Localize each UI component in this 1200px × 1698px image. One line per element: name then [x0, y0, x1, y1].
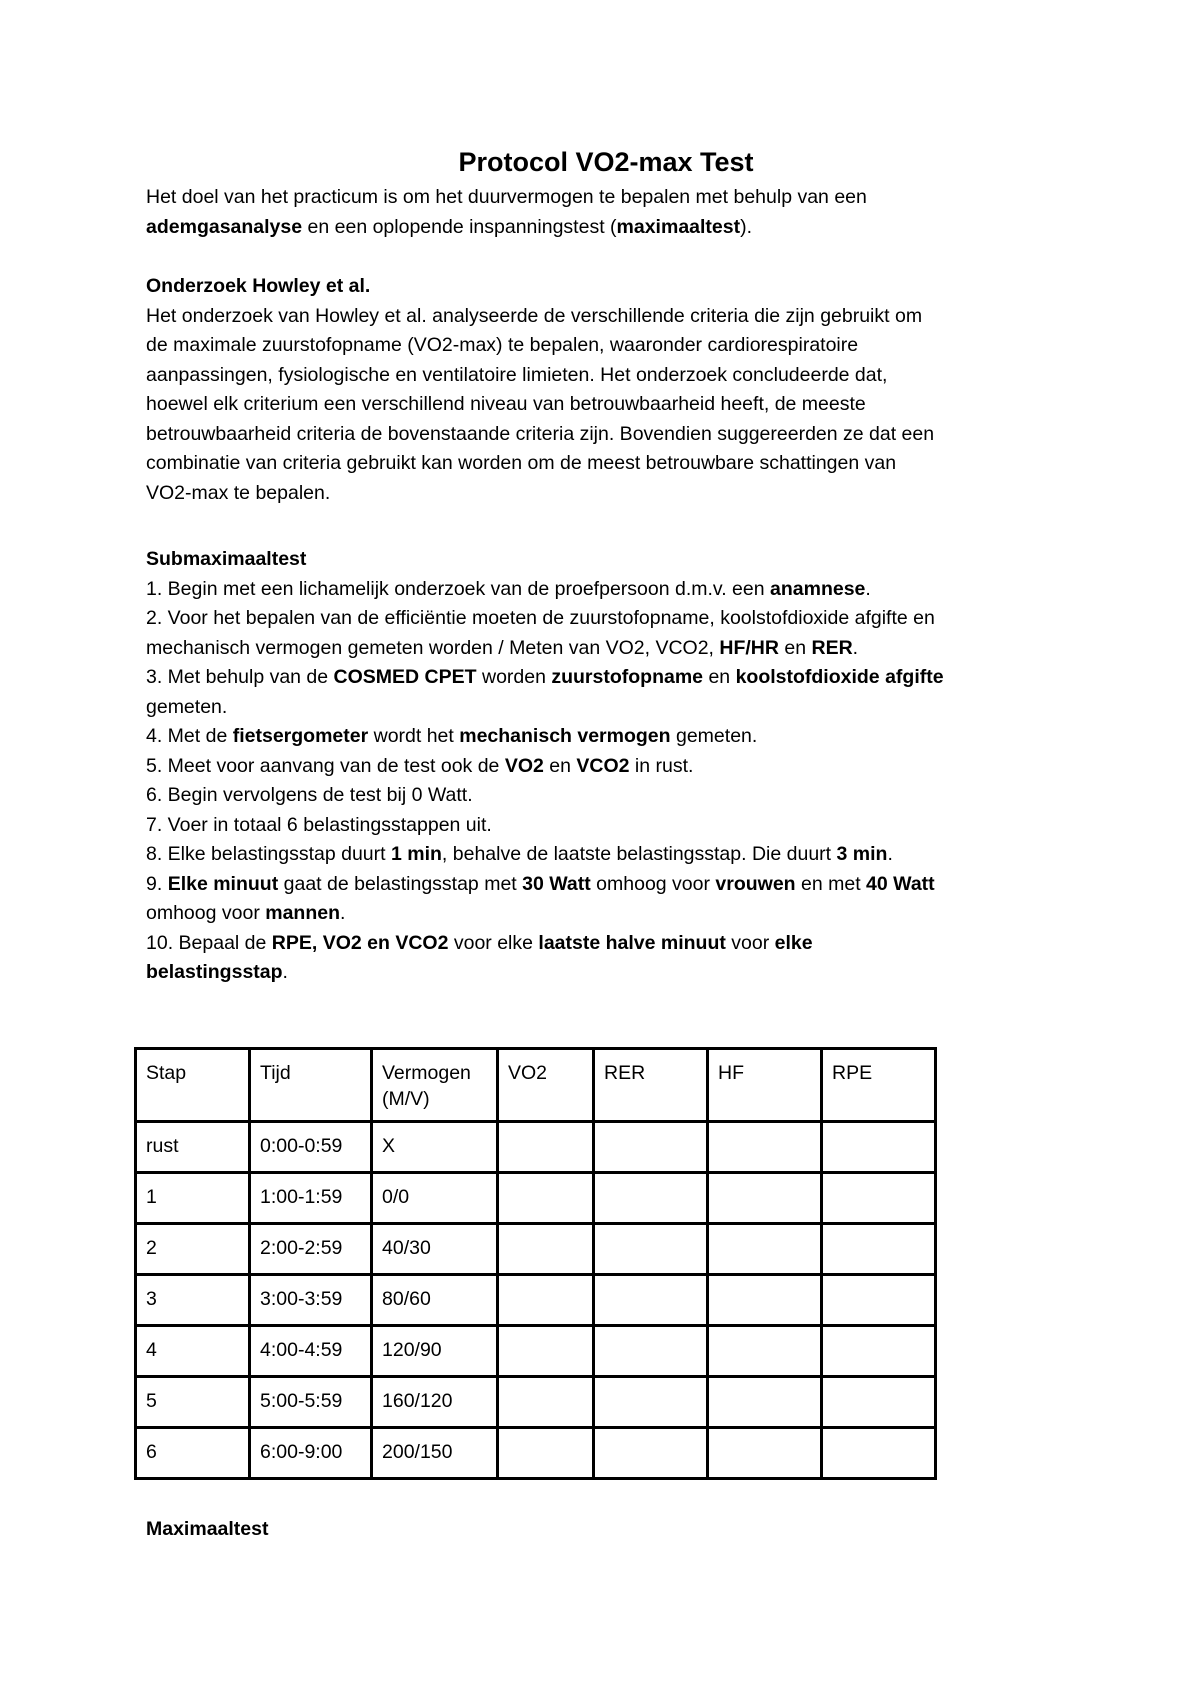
table-cell — [594, 1173, 708, 1224]
step-10-cont: belastingsstap. — [146, 961, 288, 983]
table-header-cell: Stap — [136, 1049, 250, 1122]
table-row — [136, 1224, 936, 1275]
protocol-table — [134, 1047, 937, 1480]
step-5: 5. Meet voor aanvang van de test ook de VO2 en VCO2 in rust. — [146, 754, 694, 777]
table-cell: 6 — [136, 1428, 250, 1479]
howley-line: de maximale zuurstofopname (VO2-max) te bepalen, waaronder cardiorespiratoire — [146, 334, 859, 356]
table-cell — [822, 1428, 936, 1479]
table-cell — [708, 1173, 822, 1224]
table-header-cell: Tijd — [250, 1049, 372, 1122]
table-cell — [594, 1224, 708, 1275]
table-cell: 4 — [136, 1326, 250, 1377]
table-row — [136, 1377, 936, 1428]
table-cell — [594, 1377, 708, 1428]
howley-line: combinatie van criteria gebruikt kan worden om de meest betrouwbare schattingen van — [146, 452, 897, 474]
table-cell — [498, 1173, 594, 1224]
table-cell — [594, 1122, 708, 1173]
submax-section — [146, 545, 1076, 988]
table-cell: 2:00-2:59 — [250, 1224, 372, 1275]
table-cell — [822, 1173, 936, 1224]
table-cell: 3 — [136, 1275, 250, 1326]
step-9: 9. Elke minuut gaat de belastingsstap met 30 Watt omhoog voor vrouwen en met 40 Watt — [146, 872, 935, 895]
table-cell — [822, 1326, 936, 1377]
step-7: 7. Voer in totaal 6 belastingsstappen uit. — [146, 813, 492, 836]
step-3: 3. Met behulp van de COSMED CPET worden zuurstofopname en koolstofdioxide afgifte — [146, 666, 944, 688]
step-2: 2. Voor het bepalen van de efficiëntie moeten de zuurstofopname, koolstofdioxide afgifte en — [146, 607, 935, 629]
table-cell — [822, 1377, 936, 1428]
table-cell — [594, 1275, 708, 1326]
table-cell — [708, 1275, 822, 1326]
table-cell — [594, 1428, 708, 1479]
table-header-row — [136, 1049, 936, 1122]
table-cell — [498, 1428, 594, 1479]
submax-heading: Submaximaaltest — [146, 548, 307, 570]
intro-paragraph — [146, 183, 1076, 242]
step-9-cont: omhoog voor mannen. — [146, 902, 346, 924]
table-cell — [708, 1122, 822, 1173]
intro-text: en een oplopende inspanningstest ( — [302, 215, 617, 238]
table-cell — [708, 1377, 822, 1428]
step-6: 6. Begin vervolgens de test bij 0 Watt. — [146, 784, 473, 806]
table-cell: 6:00-9:00 — [250, 1428, 372, 1479]
table-cell: 40/30 — [372, 1224, 498, 1275]
table-cell: 200/150 — [372, 1428, 498, 1479]
table-cell — [498, 1275, 594, 1326]
table-cell: 0:00-0:59 — [250, 1122, 372, 1173]
table-row — [136, 1326, 936, 1377]
table-cell — [498, 1377, 594, 1428]
table-header-cell: VO2 — [498, 1049, 594, 1122]
intro-text: Het doel van het practicum is om het duurvermogen te bepalen met behulp van een — [146, 186, 867, 208]
table-row — [136, 1173, 936, 1224]
table-cell — [498, 1224, 594, 1275]
step-1: 1. Begin met een lichamelijk onderzoek van de proefpersoon d.m.v. een anamnese. — [146, 577, 871, 600]
maximaal-section — [146, 1515, 1076, 1545]
table-cell — [708, 1326, 822, 1377]
table-cell — [594, 1326, 708, 1377]
table-header-cell: RPE — [822, 1049, 936, 1122]
table-cell: 5:00-5:59 — [250, 1377, 372, 1428]
page-title: Protocol VO2-max Test — [458, 147, 754, 177]
table-cell: 120/90 — [372, 1326, 498, 1377]
table-cell: 3:00-3:59 — [250, 1275, 372, 1326]
howley-section — [146, 272, 1076, 508]
table-cell — [822, 1122, 936, 1173]
table-cell — [708, 1428, 822, 1479]
maximaal-heading: Maximaaltest — [146, 1518, 269, 1540]
table-cell: 5 — [136, 1377, 250, 1428]
table-cell: 0/0 — [372, 1173, 498, 1224]
howley-line: betrouwbaarheid criteria de bovenstaande criteria zijn. Bovendien suggereerden ze dat een — [146, 422, 935, 445]
table-header-cell: HF — [708, 1049, 822, 1122]
table-cell: 2 — [136, 1224, 250, 1275]
howley-line: VO2-max te bepalen. — [146, 481, 331, 504]
table-row — [136, 1122, 936, 1173]
table-row — [136, 1275, 936, 1326]
table-row — [136, 1428, 936, 1479]
step-2-cont: mechanisch vermogen gemeten worden / Meten van VO2, VCO2, HF/HR en RER. — [146, 636, 859, 659]
table-cell — [498, 1326, 594, 1377]
step-10: 10. Bepaal de RPE, VO2 en VCO2 voor elke laatste halve minuut voor elke — [146, 931, 813, 954]
table-cell: 1 — [136, 1173, 250, 1224]
intro-bold-ademgasanalyse: ademgasanalyse — [146, 215, 303, 238]
howley-line: hoewel elk criterium een verschillend niveau van betrouwbaarheid heeft, de meeste — [146, 393, 866, 415]
table-cell — [822, 1224, 936, 1275]
table-cell: 80/60 — [372, 1275, 498, 1326]
table-header-cell: Vermogen (M/V) — [372, 1049, 498, 1122]
howley-line: Het onderzoek van Howley et al. analyseerde de verschillende criteria die zijn gebruikt om — [146, 304, 923, 327]
howley-heading: Onderzoek Howley et al. — [146, 275, 371, 297]
step-3-cont: gemeten. — [146, 695, 228, 718]
step-8: 8. Elke belastingsstap duurt 1 min, behalve de laatste belastingsstap. Die duurt 3 min. — [146, 843, 893, 865]
intro-text: ). — [740, 215, 753, 238]
table-header-cell: RER — [594, 1049, 708, 1122]
table-cell: 4:00-4:59 — [250, 1326, 372, 1377]
table-cell: X — [372, 1122, 498, 1173]
table-cell: 1:00-1:59 — [250, 1173, 372, 1224]
intro-bold-maximaaltest: maximaaltest — [616, 215, 741, 238]
table-cell — [822, 1275, 936, 1326]
table-cell — [498, 1122, 594, 1173]
step-4: 4. Met de fietsergometer wordt het mechanisch vermogen gemeten. — [146, 725, 758, 747]
table-cell: rust — [136, 1122, 250, 1173]
table-cell: 160/120 — [372, 1377, 498, 1428]
howley-line: aanpassingen, fysiologische en ventilatoire limieten. Het onderzoek concludeerde dat, — [146, 363, 888, 386]
table-cell — [708, 1224, 822, 1275]
